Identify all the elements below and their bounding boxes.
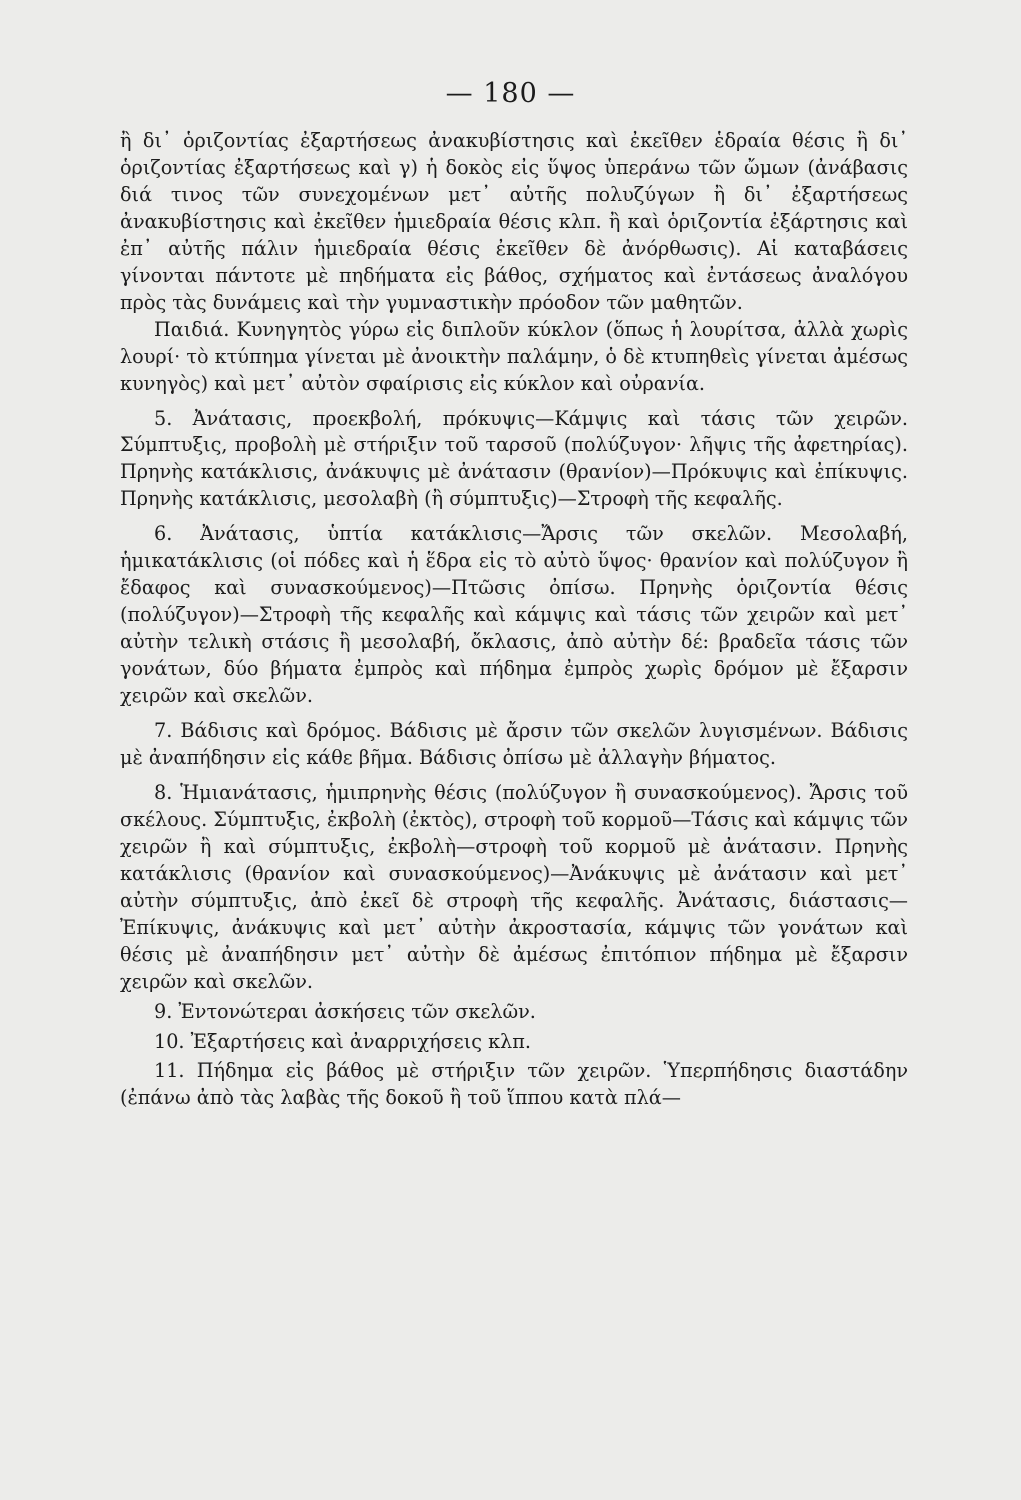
paragraph-item-7: 7. Βάδισις καὶ δρόμος. Βάδισις μὲ ἄρσιν τῶν σκελῶν λυγισμένων. Βάδισις μὲ ἀναπήδησιν εἰς κάθε βῆμα. Βάδισις ὀπίσω μὲ ἀλλαγὴν βήματος. xyxy=(120,719,908,769)
page-number: — 180 — xyxy=(445,78,576,109)
paragraph-item-10: 10. Ἐξαρτήσεις καὶ ἀναρριχήσεις κλπ. xyxy=(154,1029,531,1053)
paragraph-item-9: 9. Ἐντονώτεραι ἀσκήσεις τῶν σκελῶν. xyxy=(154,999,536,1023)
paragraph-item-8: 8. Ἡμιανάτασις, ἡμιπρηνὴς θέσις (πολύζυγον ἢ συνασκούμενος). Ἄρσις τοῦ σκέλους. Σύμπτυξις, ἐκβολὴ (ἐκτὸς), στροφὴ τοῦ κορμοῦ—Τάσις καὶ κάμψις τῶν χειρῶν ἢ καὶ σύμπτυξις, ἐκβολὴ—στροφὴ τοῦ κορμοῦ μὲ ἀνάτασιν. Πρηνὴς κατάκλισις (θρανίον καὶ συνασκούμενος)—Ἀνάκυψις μὲ ἀνάτασιν καὶ μετ᾽ αὐτὴν σύμπτυξις, ἀπὸ ἐκεῖ δὲ στροφὴ τῆς κεφαλῆς. Ἀνάτασις, διάστασις—Ἐπίκυψις, ἀνάκυψις καὶ μετ᾽ αὐτὴν ἀκροστασία, κάμψις τῶν γονάτων καὶ θέσις μὲ ἀναπήδησιν μετ᾽ αὐτὴν δὲ ἀμέσως ἐπιτόπιον πήδημα μὲ ἔξαρσιν χειρῶν καὶ σκελῶν. xyxy=(120,780,908,993)
paragraph-game: Παιδιά. Κυνηγητὸς γύρω εἰς διπλοῦν κύκλον (ὅπως ἡ λουρίτσα, ἀλλὰ χωρὶς λουρί· τὸ κτύπημα γίνεται μὲ ἀνοικτὴν παλάμην, ὁ δὲ κτυπηθεὶς γίνεται ἀμέσως κυνηγὸς) καὶ μετ᾽ αὐτὸν σφαίρισις εἰς κύκλον καὶ οὐρανία. xyxy=(120,317,908,395)
paragraph-apparatus-continued: ἢ δι᾽ ὁριζοντίας ἐξαρτήσεως ἀνακυβίστησις καὶ ἐκεῖθεν ἑδραία θέσις ἢ δι᾽ ὁριζοντίας ἐξαρτήσεως καὶ γ) ἡ δοκὸς εἰς ὕψος ὑπεράνω τῶν ὤμων (ἀνάβασις διά τινος τῶν συνεχομένων μετ᾽ αὐτῆς πολυζύγων ἢ δι᾽ ἐξαρτήσεως ἀνακυβίστησις καὶ ἐκεῖθεν ἡμιεδραία θέσις κλπ. ἢ καὶ ὁριζοντία ἐξάρτησις καὶ ἐπ᾽ αὐτῆς πάλιν ἡμιεδραία θέσις ἐκεῖθεν δὲ ἀνόρθωσις). Αἱ καταβάσεις γίνονται πάντοτε μὲ πηδήματα εἰς βάθος, σχήματος καὶ ἐντάσεως ἀναλόγου πρὸς τὰς δυνάμεις καὶ τὴν γυμναστικὴν πρόοδον τῶν μαθητῶν. xyxy=(120,129,908,314)
paragraph-item-6: 6. Ἀνάτασις, ὑπτία κατάκλισις—Ἄρσις τῶν σκελῶν. Μεσολαβή, ἡμικατάκλισις (οἱ πόδες καὶ ἡ ἕδρα εἰς τὸ αὐτὸ ὕψος· θρανίον καὶ πολύζυγον ἢ ἔδαφος καὶ συνασκούμενος)—Πτῶσις ὀπίσω. Πρηνὴς ὁριζοντία θέσις (πολύζυγον)—Στροφὴ τῆς κεφαλῆς καὶ κάμψις καὶ τάσις τῶν χειρῶν καὶ μετ᾽ αὐτὴν τελικὴ στάσις ἢ μεσολαβή, ὄκλασις, ἀπὸ αὐτὴν δέ: βραδεῖα τάσις τῶν γονάτων, δύο βήματα ἐμπρὸς καὶ πήδημα ἐμπρὸς χωρὶς δρόμον μὲ ἔξαρσιν χειρῶν καὶ σκελῶν. xyxy=(120,522,908,708)
paragraph-item-11: 11. Πήδημα εἰς βάθος μὲ στήριξιν τῶν χειρῶν. Ὑπερπήδησις διαστάδην (ἐπάνω ἀπὸ τὰς λαβὰς τῆς δοκοῦ ἢ τοῦ ἵππου κατὰ πλά— xyxy=(120,1059,908,1110)
paragraph-item-5: 5. Ἀνάτασις, προεκβολή, πρόκυψις—Κάμψις καὶ τάσις τῶν χειρῶν. Σύμπτυξις, προβολὴ μὲ στήριξιν τοῦ ταρσοῦ (πολύζυγον· λῆψις τῆς ἀφετηρίας). Πρηνὴς κατάκλισις, ἀνάκυψις μὲ ἀνάτασιν (θρανίον)—Πρόκυψις καὶ ἐπίκυψις. Πρηνὴς κατάκλισις, μεσολαβὴ (ἢ σύμπτυξις)—Στροφὴ τῆς κεφαλῆς. xyxy=(120,406,908,511)
page-body xyxy=(120,128,908,1112)
